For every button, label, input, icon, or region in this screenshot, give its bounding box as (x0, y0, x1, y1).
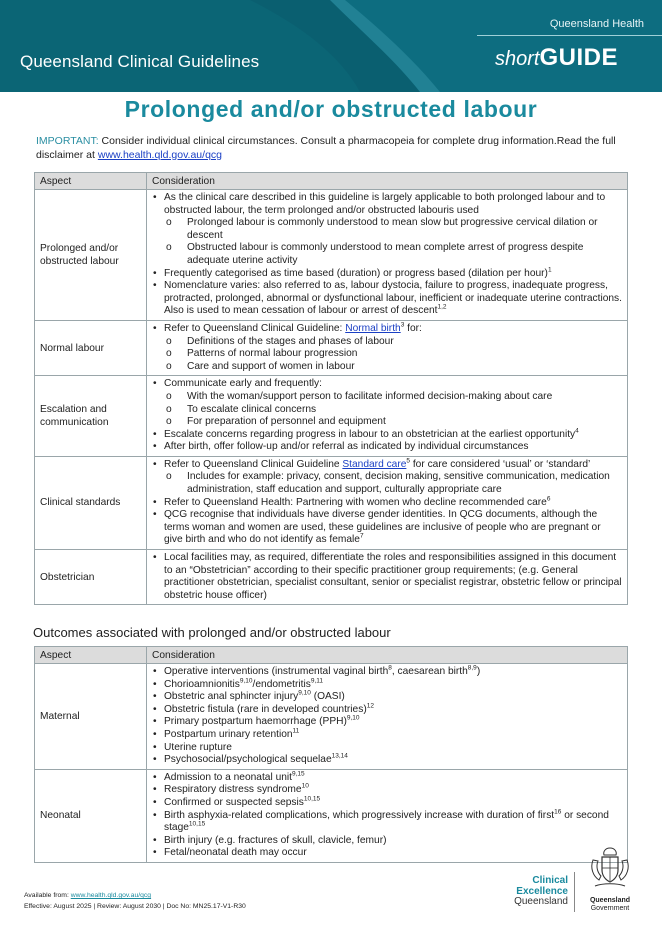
list-item (152, 280, 622, 318)
text-span: Frequently categorised as time based (duration) or progress based (dilation per hour) (164, 267, 548, 279)
table-row (35, 769, 628, 862)
text-span: Confirmed or suspected sepsis (164, 796, 304, 808)
list-item (152, 429, 622, 442)
text-span: Primary postpartum haemorrhage (PPH) (164, 716, 347, 728)
important-label: IMPORTANT: (36, 135, 99, 147)
table-row (35, 664, 628, 770)
text-span: Birth asphyxia-related complications, which progressively increase with duration of first (164, 809, 555, 821)
text-span: Queensland (514, 896, 568, 907)
reference-superscript: 9,10 (239, 677, 253, 685)
reference-superscript: 9,15 (292, 770, 305, 778)
text-span: Queensland (589, 897, 631, 904)
col-header-consideration: Consideration (147, 647, 628, 664)
reference-superscript: 9,10 (346, 714, 360, 722)
text-span: Excellence (516, 885, 568, 897)
reference-superscript: 11 (292, 727, 300, 735)
important-notice (36, 135, 631, 162)
table-row (35, 376, 628, 457)
queensland-government-logo (580, 842, 640, 913)
list-item: • Fetal/neonatal death may occur (152, 847, 622, 860)
text-span: Escalate concerns regarding progress in labour to an obstetrician at the earliest opportunity (164, 428, 576, 440)
sub-list-item: o With the woman/support person to facilitate informed decision-making about care (164, 391, 622, 404)
disclaimer-link[interactable]: www.health.qld.gov.au/qcg (97, 148, 222, 161)
list-item (152, 323, 622, 373)
outcomes-heading: Outcomes associated with prolonged and/or obstructed labour (33, 625, 391, 640)
text-span: Refer to Queensland Clinical Guideline: (164, 322, 346, 334)
header-divider (477, 35, 662, 36)
consideration-cell (147, 550, 628, 605)
list-item (152, 772, 622, 785)
page-title: Prolonged and/or obstructed labour (124, 96, 538, 122)
consideration-cell (147, 320, 628, 375)
reference-superscript: 16 (554, 808, 562, 816)
reference-superscript: 10,15 (188, 820, 206, 828)
available-from (24, 890, 246, 901)
text-span: Psychosocial/psychological sequelae (164, 754, 332, 766)
normal-birth-link[interactable]: Normal birth (345, 322, 401, 334)
col-header-aspect: Aspect (35, 647, 147, 664)
consideration-cell (147, 664, 628, 770)
footer-url-link[interactable]: www.health.qld.gov.au/qcg (70, 892, 152, 899)
col-header-consideration: Consideration (147, 173, 628, 190)
text-span: Admission to a neonatal unit (164, 771, 292, 783)
aspect-cell: Normal labour (35, 320, 147, 375)
guide-word: GUIDE (539, 44, 618, 71)
sub-list-item: o Obstructed labour is commonly understood to mean complete arrest of progress despite adequate uterine activity (164, 242, 622, 267)
list-item (152, 666, 622, 679)
aspect-cell: Prolonged and/or obstructed labour (35, 190, 147, 321)
reference-superscript: 1,2 (437, 303, 447, 311)
reference-superscript: 6 (546, 495, 551, 503)
reference-superscript: 8,9 (467, 664, 477, 672)
logo-separator (574, 872, 575, 912)
list-item: • Birth injury (e.g. fractures of skull, clavicle, femur) (152, 835, 622, 848)
reference-superscript: 10,15 (303, 795, 321, 803)
list-item (152, 268, 622, 281)
sub-list-item: o For preparation of personnel and equipment (164, 416, 622, 429)
text-span: (OASI) (310, 691, 345, 703)
text-span: Available from: (24, 892, 71, 899)
text-span: or second stage (164, 809, 609, 834)
list-item (152, 497, 622, 510)
table-row (35, 550, 628, 605)
sub-list-item: o Includes for example: privacy, consent, decision making, sensitive communication, medication administration, staff education and support, culturally appropriate care (164, 471, 622, 496)
header-banner (0, 0, 662, 92)
reference-superscript: 4 (575, 427, 579, 435)
text-span: for: (404, 322, 422, 334)
series-title: Queensland Clinical Guidelines (20, 52, 260, 71)
aspect-cell: Escalation and communication (35, 376, 147, 457)
outcomes-table (34, 646, 628, 863)
aspect-cell: Obstetrician (35, 550, 147, 605)
standard-care-link[interactable]: Standard care (342, 458, 407, 470)
consideration-cell (147, 376, 628, 457)
footer-info (24, 890, 246, 912)
sub-list-item: o To escalate clinical concerns (164, 404, 622, 417)
text-span: Communicate early and frequently: (164, 378, 322, 390)
text-span: Obstetric anal sphincter injury (164, 691, 299, 703)
list-item (152, 459, 622, 497)
list-item (152, 754, 622, 767)
text-span: Chorioamnionitis (164, 678, 240, 690)
reference-superscript: 1 (547, 266, 552, 274)
doc-meta: Effective: August 2025 | Review: August 2030 | Doc No: MN25.17-V1-R30 (24, 903, 246, 910)
sub-list-item: o Definitions of the stages and phases of labour (164, 336, 622, 349)
reference-superscript: 7 (359, 533, 364, 541)
reference-superscript: 10 (301, 782, 309, 790)
reference-superscript: 5 (406, 457, 411, 465)
text-span: , caesarean birth (391, 666, 468, 677)
list-item (152, 797, 622, 810)
sub-list-item: o Prolonged labour is commonly understood to mean slow but progressive cervical dilation or descent (164, 217, 622, 242)
list-item: • After birth, offer follow-up and/or referral as indicated by individual circumstances (152, 441, 622, 454)
list-item (152, 378, 622, 428)
table-row (35, 456, 628, 549)
text-span: Clinical (532, 875, 568, 886)
text-span: Nomenclature varies: also referred to as, labour dystocia, failure to progress, inadequate progress, protracted, prolonged, abnormal or dysfunctional labour, inefficient or inadequate uterine contractions. Also is used to mean cessation of labour or arrest of descent (164, 280, 622, 317)
text-span: QCG recognise that individuals have diverse gender identities. In QCG documents, although the terms woman and women are used, these guidelines are inclusive of people who are pregnant or give birth and who do not identify as female (164, 509, 601, 546)
reference-superscript: 9,10 (298, 689, 311, 697)
list-item (152, 810, 622, 835)
list-item (152, 716, 622, 729)
reference-superscript: 12 (366, 702, 374, 710)
reference-superscript: 13,14 (331, 752, 348, 760)
clinical-excellence-logo (500, 876, 568, 908)
list-item (152, 691, 622, 704)
list-item (152, 509, 622, 547)
text-span: Operative interventions (instrumental vaginal birth (164, 666, 389, 677)
text-span: As the clinical care described in this guideline is largely applicable to both prolonged labour and to obstructed labour, the term prolonged and/or obstructed labouris used (164, 192, 606, 216)
text-span: Refer to Queensland Clinical Guideline (164, 458, 343, 470)
consideration-cell (147, 456, 628, 549)
list-item (152, 784, 622, 797)
text-span: Government (590, 905, 630, 912)
short-guide-logo (495, 44, 618, 72)
org-name: Queensland Health (549, 18, 644, 30)
consideration-cell (147, 190, 628, 321)
list-item (152, 704, 622, 717)
reference-superscript: 9,11 (310, 677, 324, 685)
col-header-aspect: Aspect (35, 173, 147, 190)
list-item (152, 729, 622, 742)
text-span: Postpartum urinary retention (164, 728, 293, 740)
list-item: • Uterine rupture (152, 742, 622, 755)
list-item (152, 679, 622, 692)
table-header-row (35, 647, 628, 664)
aspect-cell: Neonatal (35, 769, 147, 862)
coat-of-arms-icon (585, 842, 635, 892)
table-row (35, 190, 628, 321)
sub-list-item: o Patterns of normal labour progression (164, 348, 622, 361)
consideration-cell (147, 769, 628, 862)
considerations-table (34, 172, 628, 605)
aspect-cell: Clinical standards (35, 456, 147, 549)
text-span: Refer to Queensland Health: Partnering with women who decline recommended care (164, 496, 547, 508)
table-row (35, 320, 628, 375)
sub-list-item: o Care and support of women in labour (164, 361, 622, 374)
list-item: • Local facilities may, as required, differentiate the roles and responsibilities assigned in this document to an “Obstetrician” according to their specific practitioner group requirements; (e.g. General practitioner obstetrician, specialist consultant, senior or specialist registrar, obstetric fellow or principal obstetric house officer) (152, 552, 622, 602)
text-span: for care considered ‘usual’ or ‘standard’ (410, 458, 591, 470)
short-word: short (495, 48, 540, 70)
text-span: ) (476, 666, 481, 677)
text-span: Respiratory distress syndrome (164, 784, 302, 796)
text-span: Obstetric fistula (rare in developed countries) (164, 703, 367, 715)
table-header-row (35, 173, 628, 190)
reference-superscript: 8 (388, 664, 392, 672)
aspect-cell: Maternal (35, 664, 147, 770)
list-item (152, 192, 622, 268)
important-text: Consider individual clinical circumstances. Consult a pharmacopeia for complete drug information.Read the full disclaimer at (36, 135, 616, 161)
text-span: /endometritis (252, 678, 311, 690)
reference-superscript: 3 (400, 321, 405, 329)
